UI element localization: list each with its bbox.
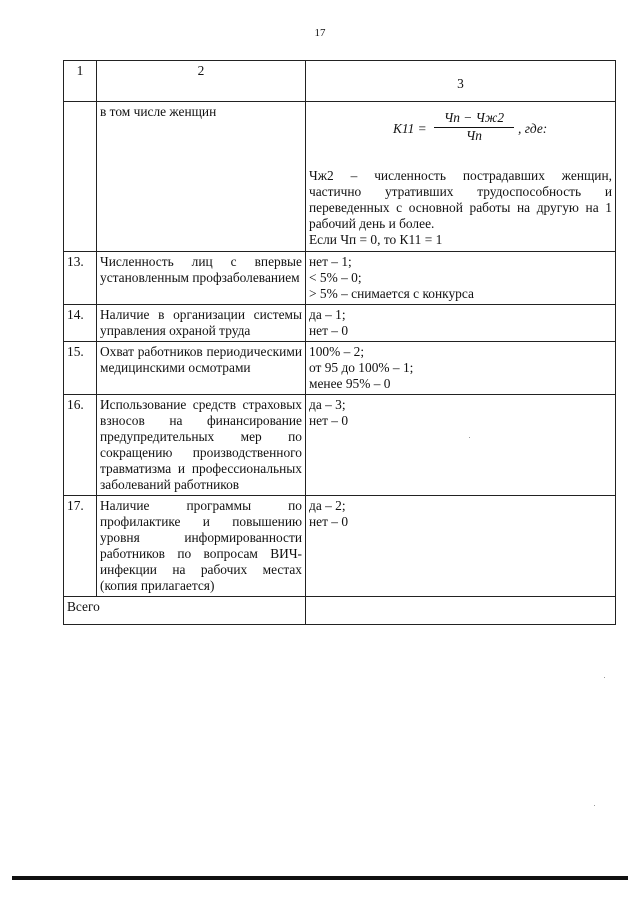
header-col-2: 2 (97, 61, 306, 102)
row-num: 14. (64, 305, 97, 342)
table-row (64, 305, 616, 342)
row-desc: Охват работников периодическими медицинскими осмотрами (97, 342, 306, 395)
row-num: 16. (64, 395, 97, 496)
page-number: 17 (314, 27, 326, 39)
value-line: менее 95% – 0 (309, 376, 391, 391)
value-line: > 5% – снимается с конкурса (309, 286, 474, 301)
row-value (306, 252, 616, 305)
table-header-row (64, 61, 616, 102)
row-value (306, 102, 616, 252)
scan-speck (604, 677, 605, 678)
row-value (306, 342, 616, 395)
table-row (64, 496, 616, 597)
table-row (64, 395, 616, 496)
condition-text: Если Чп = 0, то К11 = 1 (309, 232, 443, 247)
table-row (64, 252, 616, 305)
value-line: да – 3; (309, 397, 346, 412)
formula-lhs: К11 = (393, 121, 427, 136)
scan-edge-bar (12, 876, 628, 880)
value-line: < 5% – 0; (309, 270, 362, 285)
value-line: нет – 0 (309, 413, 349, 428)
row-value (306, 305, 616, 342)
scan-speck (594, 805, 595, 806)
row-num: 15. (64, 342, 97, 395)
definition-text: Чж2 – численность пострадавших женщин, частично утративших трудоспособность и переведенных с основной работы на другую на 1 рабочий день и более. (309, 168, 612, 231)
formula-denominator: Чп (466, 128, 482, 143)
table-row (64, 342, 616, 395)
row-value (306, 395, 616, 496)
row-value (306, 496, 616, 597)
row-desc: в том числе женщин (97, 102, 306, 252)
header-col-1: 1 (64, 61, 97, 102)
scan-speck (469, 437, 470, 438)
value-line: нет – 0 (309, 323, 349, 338)
row-desc: Наличие программы по профилактике и повышению уровня информированности работников по вопросам ВИЧ-инфекции на рабочих местах (копия прилагается) (97, 496, 306, 597)
value-line: да – 2; (309, 498, 346, 513)
header-col-3: 3 (306, 61, 616, 102)
formula-tail: , где: (518, 121, 548, 136)
formula-numerator: Чп − Чж2 (434, 110, 514, 128)
table-row-women (64, 102, 616, 252)
value-line: да – 1; (309, 307, 346, 322)
total-value (306, 597, 616, 625)
row-num-empty (64, 102, 97, 252)
row-num: 17. (64, 496, 97, 597)
row-desc: Наличие в организации системы управления охраной труда (97, 305, 306, 342)
table-total-row (64, 597, 616, 625)
total-label: Всего (64, 597, 306, 625)
formula-k11 (309, 110, 612, 150)
value-line: от 95 до 100% – 1; (309, 360, 414, 375)
criteria-table (63, 60, 616, 625)
value-line: нет – 0 (309, 514, 349, 529)
row-desc: Численность лиц с впервые установленным профзаболеванием (97, 252, 306, 305)
value-line: нет – 1; (309, 254, 352, 269)
value-line: 100% – 2; (309, 344, 365, 359)
row-desc: Использование средств страховых взносов на финансирование предупредительных мер по сокращению производственного травматизма и профессиональных заболеваний работников (97, 395, 306, 496)
row-num: 13. (64, 252, 97, 305)
formula-fraction (434, 110, 514, 144)
